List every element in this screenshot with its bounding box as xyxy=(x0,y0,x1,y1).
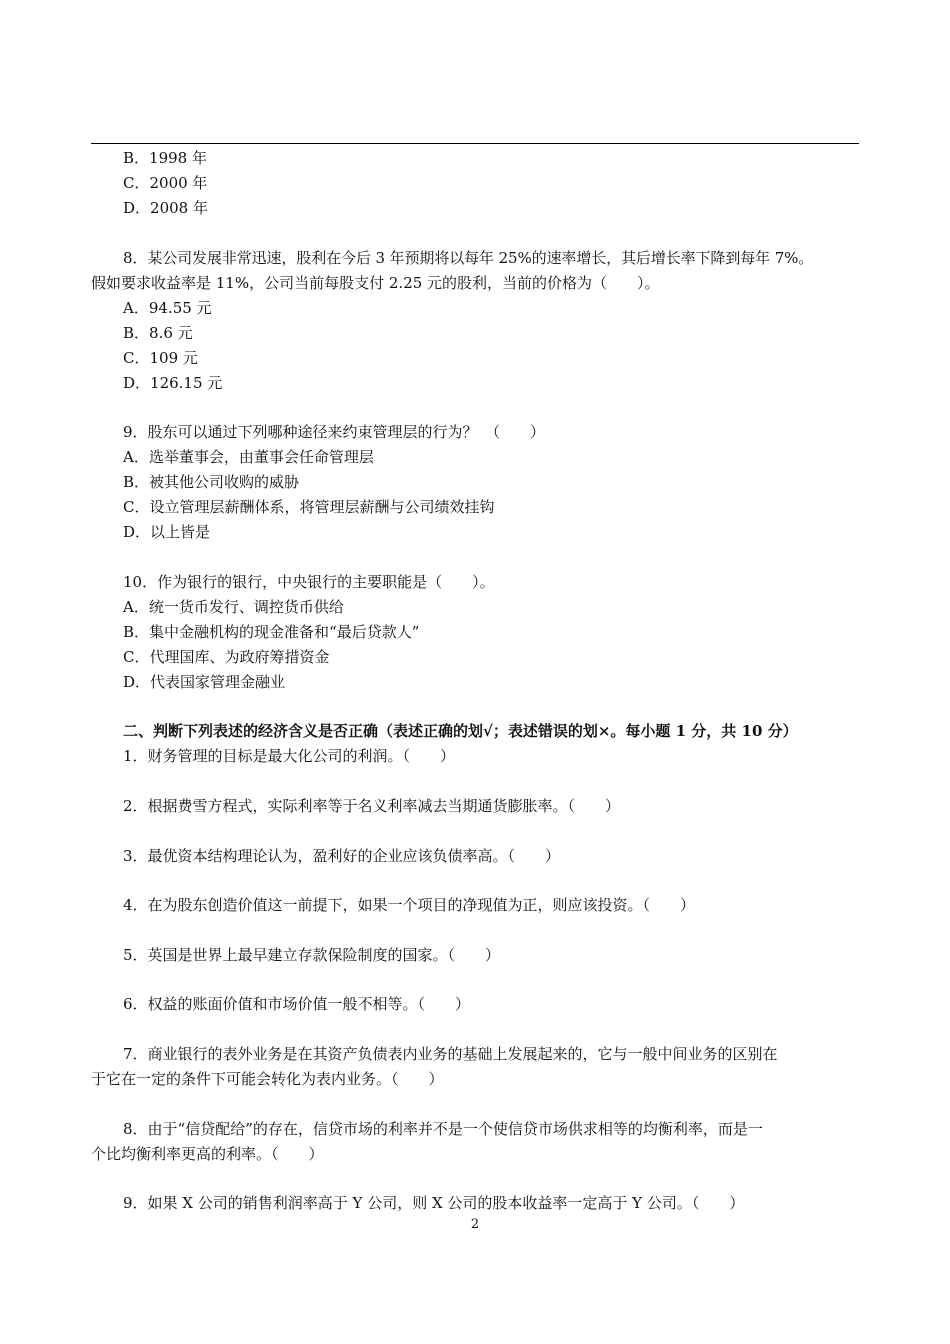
tf-item-8-line1: 8．由于“信贷配给”的存在，信贷市场的利率并不是一个使信贷市场供求相等的均衡利率，而是一 xyxy=(123,1119,763,1138)
q8-option-b: B．8.6 元 xyxy=(123,323,193,342)
q9-option-b: B．被其他公司收购的威胁 xyxy=(123,473,300,492)
tf-item-7-line1: 7．商业银行的表外业务是在其资产负债表内业务的基础上发展起来的，它与一般中间业务的区别在 xyxy=(123,1044,778,1063)
q10-option-b: B．集中金融机构的现金准备和“最后贷款人” xyxy=(123,622,420,641)
section2-heading: 二、判断下列表述的经济含义是否正确（表述正确的划√；表述错误的划×。每小题 1 分，共 10 分） xyxy=(123,722,798,741)
tf-item-8-line2: 个比均衡利率更高的利率。（ ） xyxy=(91,1144,324,1163)
q7-option-c: C．2000 年 xyxy=(123,174,208,192)
tf-item-4: 4．在为股东创造价值这一前提下，如果一个项目的净现值为正，则应该投资。（ ） xyxy=(123,896,696,915)
q9-stem: 9．股东可以通过下列哪种途径来约束管理层的行为？ （ ） xyxy=(123,423,546,442)
tf-item-1: 1．财务管理的目标是最大化公司的利润。（ ） xyxy=(123,747,456,766)
tf-item-5: 5．英国是世界上最早建立存款保险制度的国家。（ ） xyxy=(123,945,501,964)
q9-option-d: D．以上皆是 xyxy=(123,523,211,542)
q8-option-c: C．109 元 xyxy=(123,348,198,367)
tf-item-2: 2．根据费雪方程式，实际利率等于名义利率减去当期通货膨胀率。（ ） xyxy=(123,796,621,815)
tf-item-7-line2: 于它在一定的条件下可能会转化为表内业务。（ ） xyxy=(91,1069,444,1088)
page-number: 2 xyxy=(470,1217,480,1232)
q7-option-d: D．2008 年 xyxy=(123,199,208,217)
tf-item-6: 6．权益的账面价值和市场价值一般不相等。（ ） xyxy=(123,995,471,1014)
q10-option-d: D．代表国家管理金融业 xyxy=(123,672,286,691)
q10-option-c: C．代理国库、为政府筹措资金 xyxy=(123,647,330,666)
tf-item-3: 3．最优资本结构理论认为，盈利好的企业应该负债率高。（ ） xyxy=(123,846,561,865)
q8-option-d: D．126.15 元 xyxy=(123,373,223,392)
q10-option-a: A．统一货币发行、调控货币供给 xyxy=(123,597,344,616)
page-content xyxy=(91,146,859,1216)
q8-stem-line1: 8．某公司发展非常迅速，股利在今后 3 年预期将以每年 25%的速率增长，其后增长率下降到每年 7%。 xyxy=(123,248,814,267)
tf-item-9: 9．如果 X 公司的销售利润率高于 Y 公司，则 X 公司的股本收益率一定高于 Y 公司。（ ） xyxy=(123,1194,745,1213)
q9-option-c: C．设立管理层薪酬体系，将管理层薪酬与公司绩效挂钩 xyxy=(123,498,495,517)
q10-stem: 10．作为银行的银行，中央银行的主要职能是（ ）。 xyxy=(123,572,495,591)
q7-option-b: B．1998 年 xyxy=(123,149,207,167)
header-rule xyxy=(91,143,859,144)
q8-stem-line2: 假如要求收益率是 11%，公司当前每股支付 2.25 元的股利，当前的价格为（ ）。 xyxy=(91,273,660,292)
q9-option-a: A．选举董事会，由董事会任命管理层 xyxy=(123,448,374,467)
q8-option-a: A．94.55 元 xyxy=(123,298,212,317)
